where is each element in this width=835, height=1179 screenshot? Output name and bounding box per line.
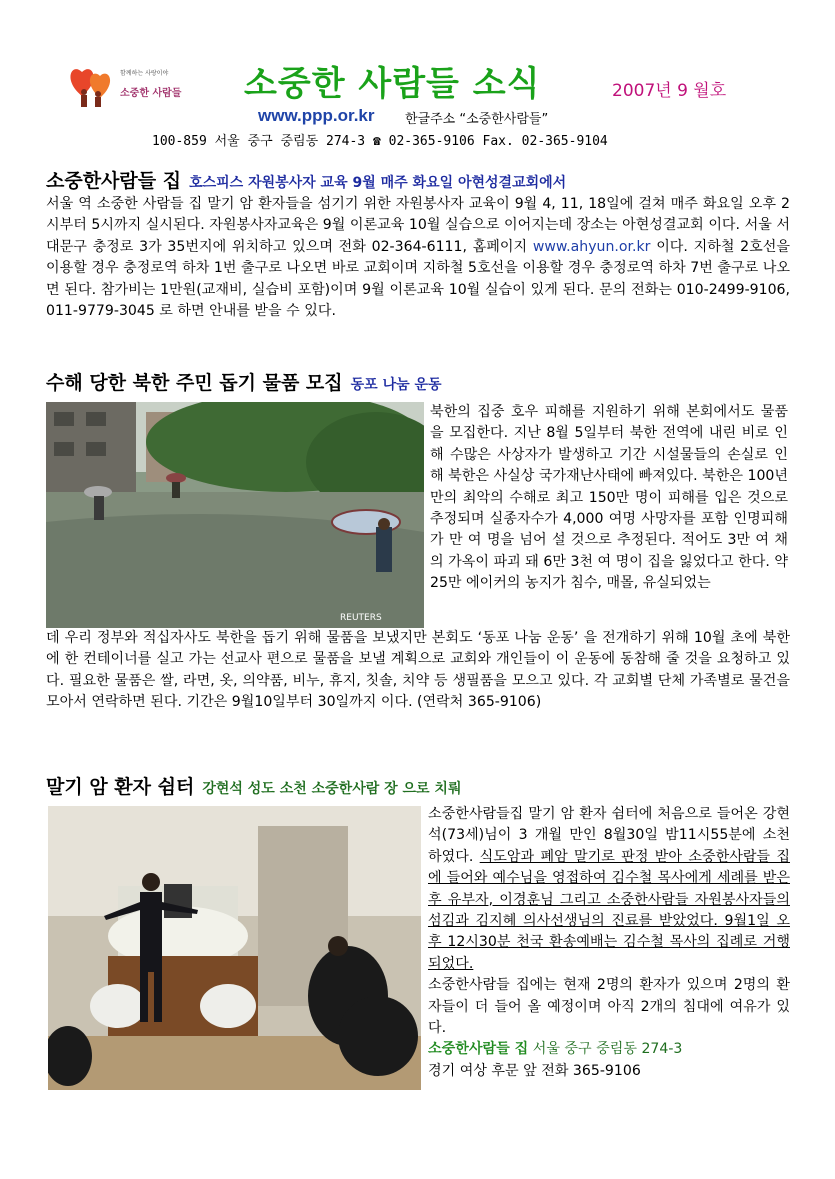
flood-photo (46, 402, 424, 628)
article2-title: 수해 당한 북한 주민 돕기 물품 모집 (46, 372, 343, 394)
article1-body-text-1: 서울 역 소중한 사람들 집 말기 암 환자들을 섬기기 위한 자원봉사자 교육이 9월 4, 11, 18일에 걸쳐 매주 화요일 오후 2시부터 5시까지 실시된다. 자원봉사자교육은 9월 이론교육 10월 실습으로 이어지는데 장소는 아현성결교회 이다. 서울 서대문구 충정로 3가 35번지에 위치하고 있으며 전화 02-364-6111, 홈페이지 (46, 196, 790, 255)
article3-text-3: 9월1일 오후 12시30분 천국 환송예배는 김수철 목사의 집례로 거행 되었다. (428, 913, 790, 972)
logo-text: 소중한 사람들 (120, 88, 182, 99)
article1-title: 소중한사람들 집 (46, 170, 182, 192)
article2-side-text: 북한의 집중 호우 피해를 지원하기 위해 본회에서도 물품을 모집한다. 지난 8월 5일부터 북한 전역에 내린 비로 인해 수많은 사상자가 발생하고 기간 시설물들의 손실로 인해 북한은 사실상 국가재난사태에 빠져있다. 북한은 100년만의 최악의 수해로 최고 150만 명이 피해를 입은 것으로 추정되며 실종자수가 4,000 여명 사망자를 포함 인명피해가 만 여 명을 넘어 설 것으로 추정된다. 적어도 3만 여 채의 가옥이 파괴 돼 6만 3천 여 명이 집을 잃었다고 한다. 약 25만 에이커의 농지가 침수, 매몰, 유실되었는 (430, 404, 788, 592)
article1-body (46, 194, 790, 322)
article3-title: 말기 암 환자 쉼터 (46, 776, 195, 798)
article1-subtitle: 호스피스 자원봉사자 교육 9월 매주 화요일 아현성결교회에서 (189, 175, 567, 191)
article3-body (428, 804, 790, 1082)
article2-body-full (46, 628, 790, 714)
article3-text-2: 식도암과 폐암 말기로 판정 받아 소중한사람들 집에 들어와 예수님을 영접하여 김수철 목사에게 세례를 받은 후 유부자, 이경훈님 그리고 소중한사람들 자원봉사자들의 섬김과 김지혜 의사선생님의 진료를 받았었다. (428, 848, 790, 930)
article3-subtitle: 강현석 성도 소천 소중한사람 장 으로 치뤄 (202, 781, 462, 797)
korean-address: 한글주소 “소중한사람들” (405, 112, 549, 127)
article2-subtitle: 동포 나눔 운동 (350, 377, 442, 393)
contact-name: 소중한사람들 집 (428, 1041, 529, 1058)
logo-slogan: 함께하는 사랑이야 (120, 70, 169, 77)
article3-heading (46, 772, 461, 799)
contact-address: 100-859 서울 중구 중림동 274-3 ☎ 02-365-9106 Fax. 02-365-9104 (152, 134, 608, 149)
article3-text-4: 소중한사람들 집에는 현재 2명의 환자가 있으며 2명의 환자들이 더 들어 올 예정이며 아직 2개의 침대에 여유가 있다. (428, 977, 790, 1037)
website-link[interactable]: www.ppp.or.kr (258, 106, 375, 125)
article2-heading (46, 368, 442, 395)
heart-people-icon (68, 62, 128, 110)
newsletter-title: 소중한 사람들 소식 (244, 64, 541, 104)
contact-addr: 서울 중구 중림동 274-3 (532, 1041, 683, 1058)
article1-heading (46, 166, 566, 193)
funeral-photo (48, 806, 421, 1090)
ahyun-link[interactable]: www.ahyun.or.kr (532, 238, 651, 255)
article1-body-text-2: 이다. 지하철 2호선을 이용할 경우 충정로역 하차 1번 출구로 나오면 바로 교회이며 지하철 5호선을 이용할 경우 충정로역 하차 7번 출구로 나오면 된다. 참가비는 1만원(교재비, 실습비 포함)이며 9월 이론교육 10월 실습이 있게 된다. 문의 전화는 010-2499-9106, 011-9779-3045 로 하면 안내를 받을 수 있다. (46, 238, 790, 320)
article3-text-1: 소중한사람들집 말기 암 환자 쉼터에 처음으로 들어온 강현석(73세)님이 3 개월 만인 8월30일 밤11시55분에 소천 하였다. (428, 806, 790, 865)
article2-full-text: 데 우리 정부와 적십자사도 북한을 돕기 위해 물품을 보냈지만 본회도 ‘동포 나눔 운동’ 을 전개하기 위해 10월 초에 북한에 한 컨테이너를 실고 가는 선교사 편으로 물품을 보낼 계획으로 교회와 개인들이 이 운동에 동참해 줄 것을 요청하고 있다. 필요한 물품은 쌀, 라면, 옷, 의약품, 비누, 휴지, 칫솔, 치약 등 생필품을 모으고 있다. 각 교회별 단체 가족별로 물건을 모아서 연락하면 된다. 기간은 9월10일부터 30일까지 이다. (연락처 365-9106) (46, 630, 790, 711)
issue-date: 2007년 9 월호 (612, 81, 727, 101)
contact-line2: 경기 여상 후문 앞 전화 365-9106 (428, 1062, 641, 1079)
photo-credit: REUTERS (340, 613, 382, 623)
article2-body-side (430, 402, 788, 595)
